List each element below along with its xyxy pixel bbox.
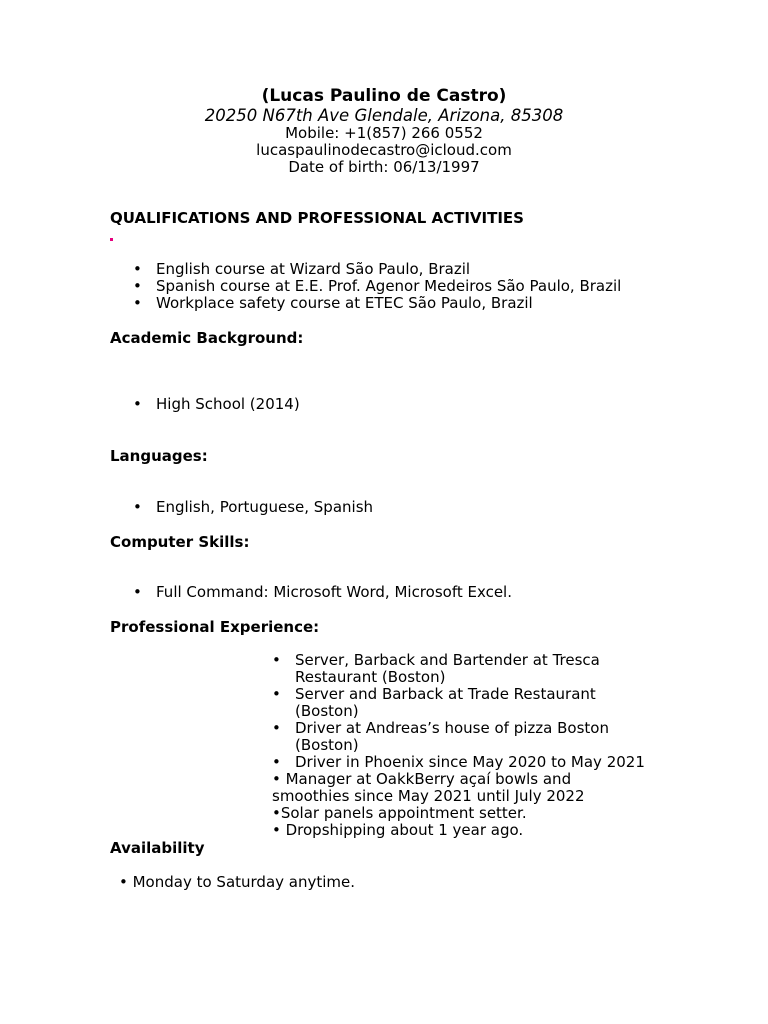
list-item: • Workplace safety course at ETEC São Paulo, Brazil — [133, 294, 533, 312]
list-item: • English, Portuguese, Spanish — [133, 498, 374, 516]
experience-list — [272, 652, 647, 771]
languages-heading: Languages: — [110, 447, 208, 465]
address: 20250 N67th Ave Glendale, Arizona, 85308 — [204, 106, 564, 125]
experience-extra-line: • Manager at OakkBerry açaí bowls and — [272, 770, 572, 788]
mobile-number: Mobile: +1(857) 266 0552 — [285, 124, 483, 142]
pink-marker — [110, 238, 113, 241]
date-of-birth: Date of birth: 06/13/1997 — [288, 158, 480, 176]
email-address: lucaspaulinodecastro@icloud.com — [256, 141, 512, 159]
academic-list — [133, 396, 693, 413]
experience-heading: Professional Experience: — [110, 618, 320, 636]
list-item: • Full Command: Microsoft Word, Microsoft Excel. — [133, 583, 512, 601]
list-item: • Server and Barback at Trade Restaurant (Boston) — [272, 685, 596, 720]
list-item: • English course at Wizard São Paulo, Brazil — [133, 260, 471, 278]
qualifications-list — [133, 261, 693, 312]
languages-list — [133, 499, 693, 516]
qualifications-heading: QUALIFICATIONS AND PROFESSIONAL ACTIVITIES — [110, 209, 524, 227]
list-item: • Server, Barback and Bartender at Tresca Restaurant (Boston) — [272, 651, 600, 686]
list-item: • Spanish course at E.E. Prof. Agenor Medeiros São Paulo, Brazil — [133, 277, 622, 295]
computer-skills-list — [133, 584, 693, 601]
availability-heading: Availability — [110, 839, 205, 857]
computer-skills-heading: Computer Skills: — [110, 533, 250, 551]
experience-extra-line: smoothies since May 2021 until July 2022 — [272, 787, 585, 805]
academic-heading: Academic Background: — [110, 329, 304, 347]
list-item: • Driver in Phoenix since May 2020 to May 2021 — [272, 753, 645, 771]
experience-extra-line: • Dropshipping about 1 year ago. — [272, 821, 524, 839]
experience-extra-line: •Solar panels appointment setter. — [272, 804, 527, 822]
availability-line: • Monday to Saturday anytime. — [119, 873, 356, 891]
list-item: • Driver at Andreas’s house of pizza Boston (Boston) — [272, 719, 609, 754]
list-item: • High School (2014) — [133, 395, 300, 413]
candidate-name: (Lucas Paulino de Castro) — [261, 86, 507, 106]
